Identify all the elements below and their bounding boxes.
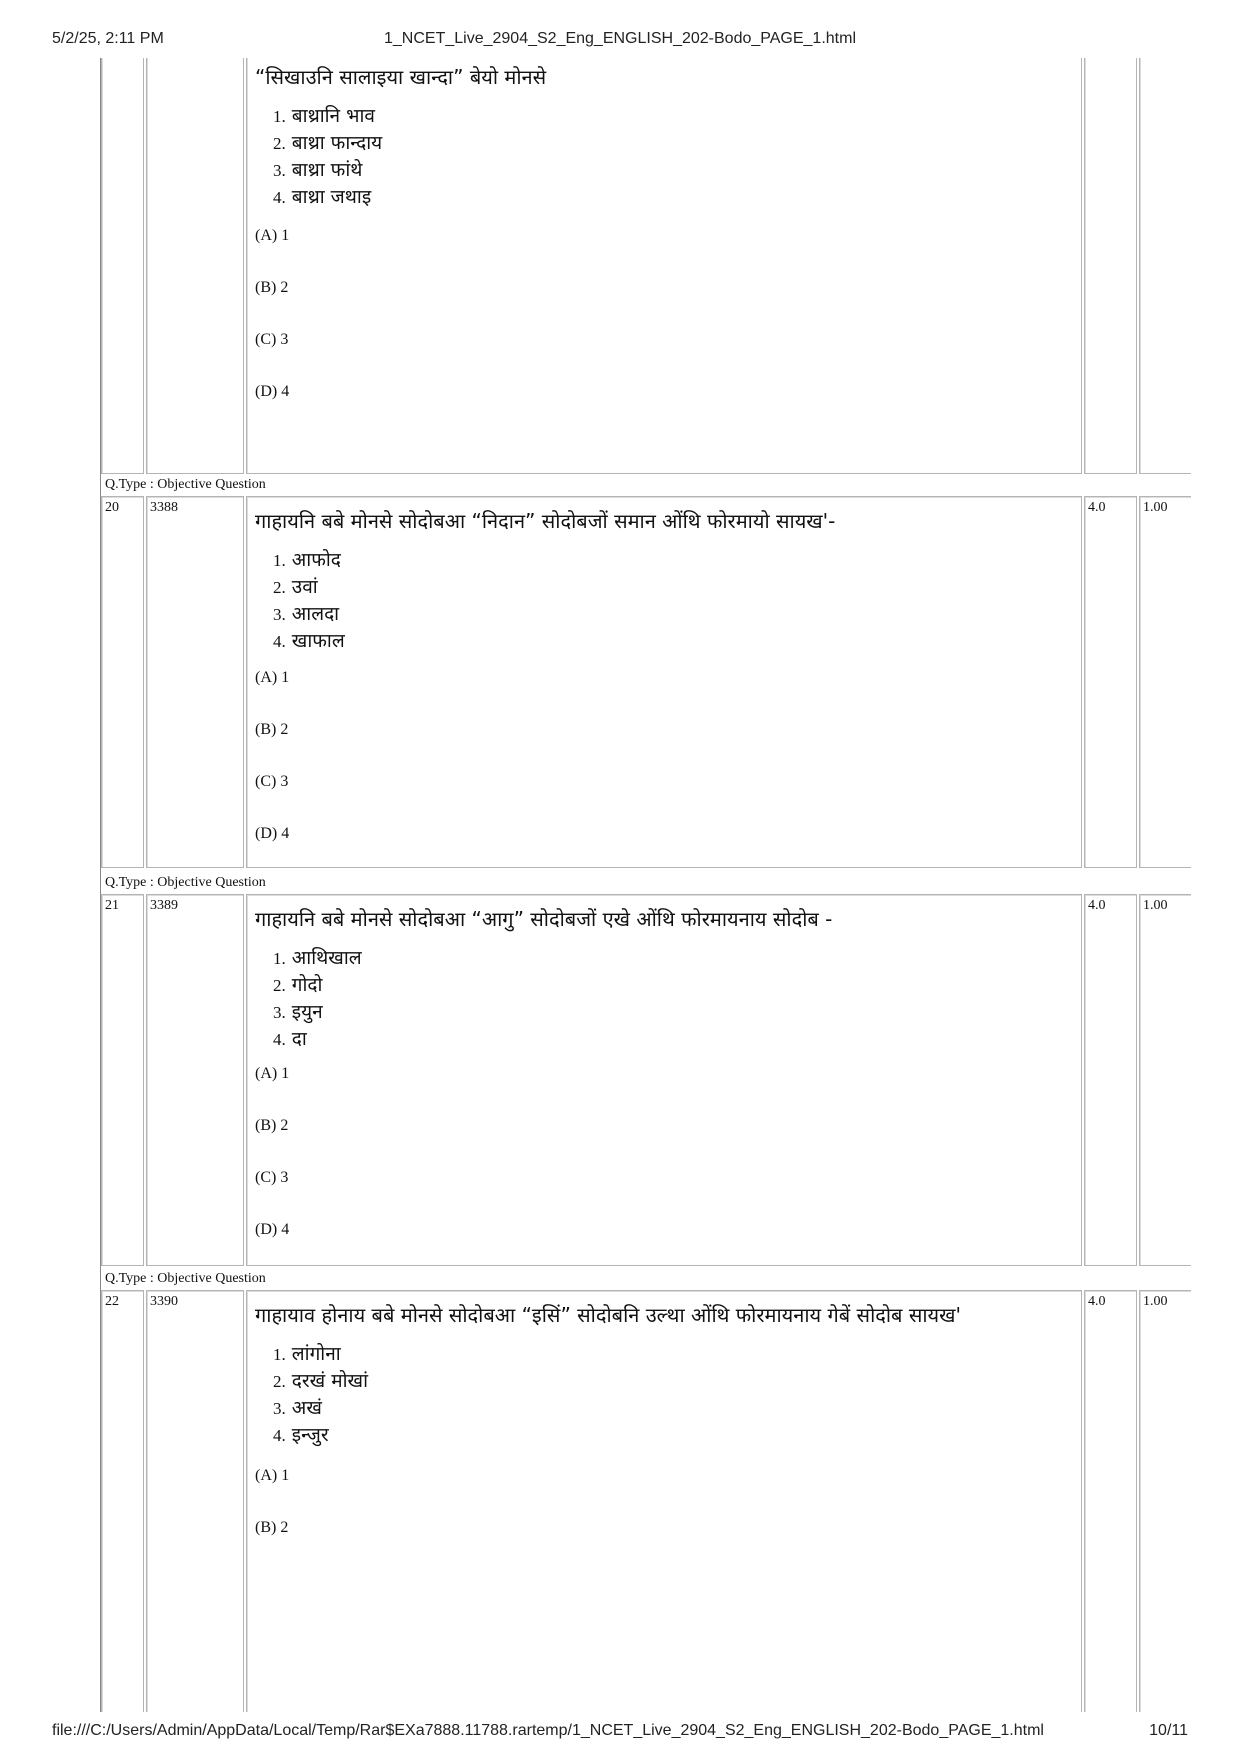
answer-choice: (B) 2 — [255, 1519, 289, 1536]
qid-cell — [146, 894, 244, 1266]
option-item: 1. आथिखाल — [273, 947, 362, 969]
print-footer — [0, 1722, 1240, 1744]
option-list — [273, 1341, 368, 1449]
question-type-label: Q.Type : Objective Question — [105, 1271, 266, 1286]
question-type-label: Q.Type : Objective Question — [105, 477, 266, 492]
answer-choice: (B) 2 — [255, 279, 289, 296]
negative-marks-value: 1.00 — [1143, 898, 1168, 913]
question-number: 22 — [105, 1294, 119, 1309]
option-item: 1. आफोद — [273, 549, 341, 571]
option-item: 3. आलदा — [273, 603, 340, 625]
answer-choice: (C) 3 — [255, 1169, 289, 1186]
answer-choice: (A) 1 — [255, 1467, 290, 1484]
sno-cell — [101, 1290, 144, 1712]
sno-cell — [101, 894, 144, 1266]
marks-cell — [1084, 1290, 1137, 1712]
question-type-label: Q.Type : Objective Question — [105, 875, 266, 890]
marks-value: 4.0 — [1088, 1294, 1106, 1309]
question-id: 3390 — [150, 1294, 178, 1309]
answer-choice: (D) 4 — [255, 383, 290, 400]
question-text: गाहायनि बबे मोनसे सोदोबआ “निदान” सोदोबजों समान ओंथि फोरमायो सायख'- — [255, 509, 836, 533]
question-text: गाहायनि बबे मोनसे सोदोबआ “आगु” सोदोबजों एखे ओंथि फोरमायनाय सोदोब - — [255, 907, 833, 931]
question-text: गाहायाव होनाय बबे मोनसे सोदोबआ “इसिं” सोदोबनि उल्था ओंथि फोरमायनाय गेबें सोदोब सायख' — [255, 1303, 961, 1327]
question-id: 3389 — [150, 898, 178, 913]
option-item: 3. इयुन — [273, 1001, 323, 1023]
marks-value: 4.0 — [1088, 500, 1106, 515]
option-item: 2. बाथ्रा फान्दाय — [273, 132, 383, 154]
option-list — [273, 103, 382, 211]
question-sheet — [100, 58, 1191, 1712]
cont-question-cell — [246, 58, 1082, 474]
answer-choice: (D) 4 — [255, 825, 290, 842]
print-title: 1_NCET_Live_2904_S2_Eng_ENGLISH_202-Bodo_PAGE_1.html — [384, 30, 856, 47]
option-item: 1. लांगोना — [273, 1343, 341, 1365]
answer-choice: (B) 2 — [255, 1117, 289, 1134]
option-item: 3. बाथ्रा फांथे — [273, 159, 363, 181]
qid-cell — [146, 496, 244, 868]
negative-marks-cell — [1139, 894, 1191, 1266]
answer-choice: (A) 1 — [255, 227, 290, 244]
cont-sno-cell — [101, 58, 144, 474]
option-item: 2. गोदो — [273, 974, 323, 996]
cont-marks-cell — [1084, 58, 1137, 474]
question-id: 3388 — [150, 500, 178, 515]
cont-qid-cell — [146, 58, 244, 474]
answer-choice: (C) 3 — [255, 331, 289, 348]
option-list — [273, 547, 345, 655]
print-header — [0, 30, 1240, 52]
question-text: “सिखाउनि सालाइया खान्दा” बेयो मोनसे — [255, 65, 547, 89]
negative-marks-value: 1.00 — [1143, 1294, 1168, 1309]
sno-cell — [101, 496, 144, 868]
option-item: 4. खाफाल — [273, 630, 345, 652]
option-item: 2. उवां — [273, 576, 318, 598]
negative-marks-cell — [1139, 1290, 1191, 1712]
option-item: 4. इन्जुर — [273, 1424, 329, 1446]
file-path: file:///C:/Users/Admin/AppData/Local/Temp/Rar$EXa7888.11788.rartemp/1_NCET_Live_2904_S2_Eng_ENGLISH_202-Bodo_PAGE_1.html — [52, 1722, 1044, 1739]
question-number: 21 — [105, 898, 119, 913]
question-cell — [246, 1290, 1082, 1712]
option-item: 1. बाथ्रानि भाव — [273, 105, 375, 127]
question-cell — [246, 496, 1082, 868]
option-item: 4. दा — [273, 1028, 307, 1050]
marks-cell — [1084, 894, 1137, 1266]
marks-value: 4.0 — [1088, 898, 1106, 913]
answer-choice: (A) 1 — [255, 669, 290, 686]
marks-cell — [1084, 496, 1137, 868]
page-number: 10/11 — [1149, 1722, 1188, 1739]
option-list — [273, 945, 362, 1053]
option-item: 3. अखं — [273, 1397, 322, 1419]
qid-cell — [146, 1290, 244, 1712]
answer-choice: (A) 1 — [255, 1065, 290, 1082]
option-item: 2. दरखं मोखां — [273, 1370, 368, 1392]
negative-marks-cell — [1139, 496, 1191, 868]
question-number: 20 — [105, 500, 119, 515]
answer-choice: (B) 2 — [255, 721, 289, 738]
answer-choice: (C) 3 — [255, 773, 289, 790]
cont-negative-cell — [1139, 58, 1191, 474]
question-cell — [246, 894, 1082, 1266]
print-datetime: 5/2/25, 2:11 PM — [52, 30, 164, 47]
negative-marks-value: 1.00 — [1143, 500, 1168, 515]
option-item: 4. बाथ्रा जथाइ — [273, 186, 372, 208]
answer-choice: (D) 4 — [255, 1221, 290, 1238]
